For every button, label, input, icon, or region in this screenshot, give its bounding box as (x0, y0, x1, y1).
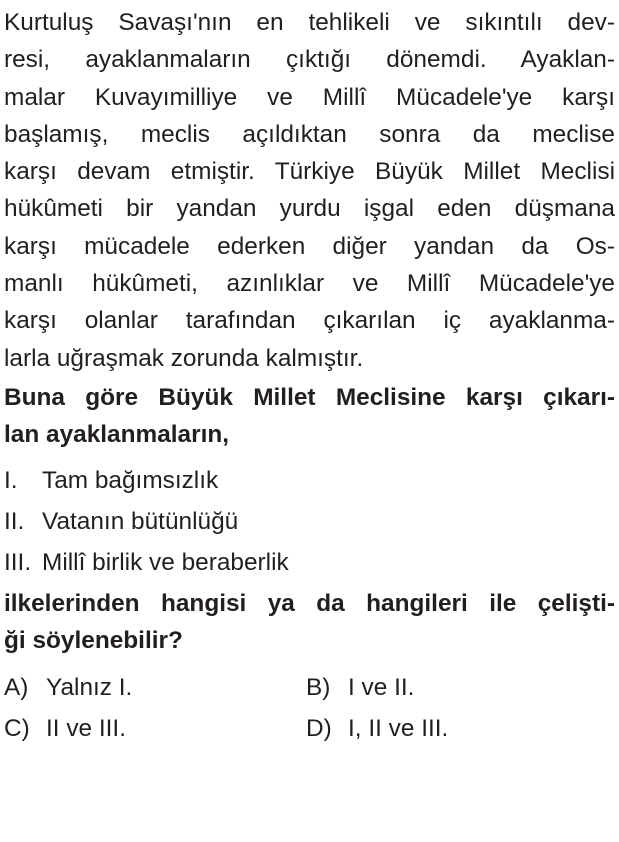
passage-line: larla uğraşmak zorunda kalmıştır. (4, 344, 364, 372)
answer-options (4, 667, 615, 749)
passage (4, 4, 615, 377)
option-text: II ve III. (46, 715, 126, 743)
passage-line: hükûmeti bir yandan yurdu işgal eden düşmana (4, 195, 615, 223)
passage-line: malar Kuvayımilliye ve Millî Mücadele'ye karşı (4, 83, 615, 111)
option-d[interactable] (306, 708, 448, 749)
option-a[interactable] (4, 667, 306, 708)
question-line: ği söylenebilir? (4, 626, 183, 654)
option-letter: A) (4, 674, 29, 702)
question-line: lan ayaklanmaların, (4, 421, 230, 449)
option-c[interactable] (4, 708, 306, 749)
question-page (4, 4, 615, 749)
roman-numeral-list (4, 460, 615, 583)
list-item (4, 542, 615, 583)
question-line: Buna göre Büyük Millet Meclisine karşı çıkarı- (4, 383, 615, 411)
list-item (4, 501, 615, 542)
option-letter: B) (306, 674, 331, 702)
item-number: II. (4, 507, 25, 535)
question-line: ilkelerinden hangisi ya da hangileri ile çelişti- (4, 589, 615, 617)
option-row (4, 667, 615, 708)
item-text: Vatanın bütünlüğü (42, 507, 239, 535)
question-prompt (4, 585, 615, 660)
list-item (4, 460, 615, 501)
passage-line: başlamış, meclis açıldıktan sonra da meclise (4, 120, 615, 148)
option-text: I ve II. (348, 674, 415, 702)
question-stem (4, 379, 615, 454)
option-b[interactable] (306, 667, 414, 708)
item-text: Tam bağımsızlık (42, 466, 219, 494)
option-letter: D) (306, 715, 332, 743)
item-number: I. (4, 466, 18, 494)
passage-line: karşı devam etmiştir. Türkiye Büyük Millet Meclisi (4, 158, 615, 186)
option-row (4, 708, 615, 749)
item-text: Millî birlik ve beraberlik (42, 548, 289, 576)
passage-line: manlı hükûmeti, azınlıklar ve Millî Mücadele'ye (4, 270, 615, 298)
passage-line: resi, ayaklanmaların çıktığı dönemdi. Ayaklan- (4, 46, 615, 74)
option-text: Yalnız I. (46, 674, 133, 702)
option-text: I, II ve III. (348, 715, 449, 743)
passage-line: Kurtuluş Savaşı'nın en tehlikeli ve sıkıntılı dev- (4, 9, 615, 36)
passage-line: karşı olanlar tarafından çıkarılan iç ayaklanma- (4, 307, 615, 335)
item-number: III. (4, 548, 32, 576)
option-letter: C) (4, 715, 30, 743)
passage-line: karşı mücadele ederken diğer yandan da Os- (4, 232, 615, 260)
